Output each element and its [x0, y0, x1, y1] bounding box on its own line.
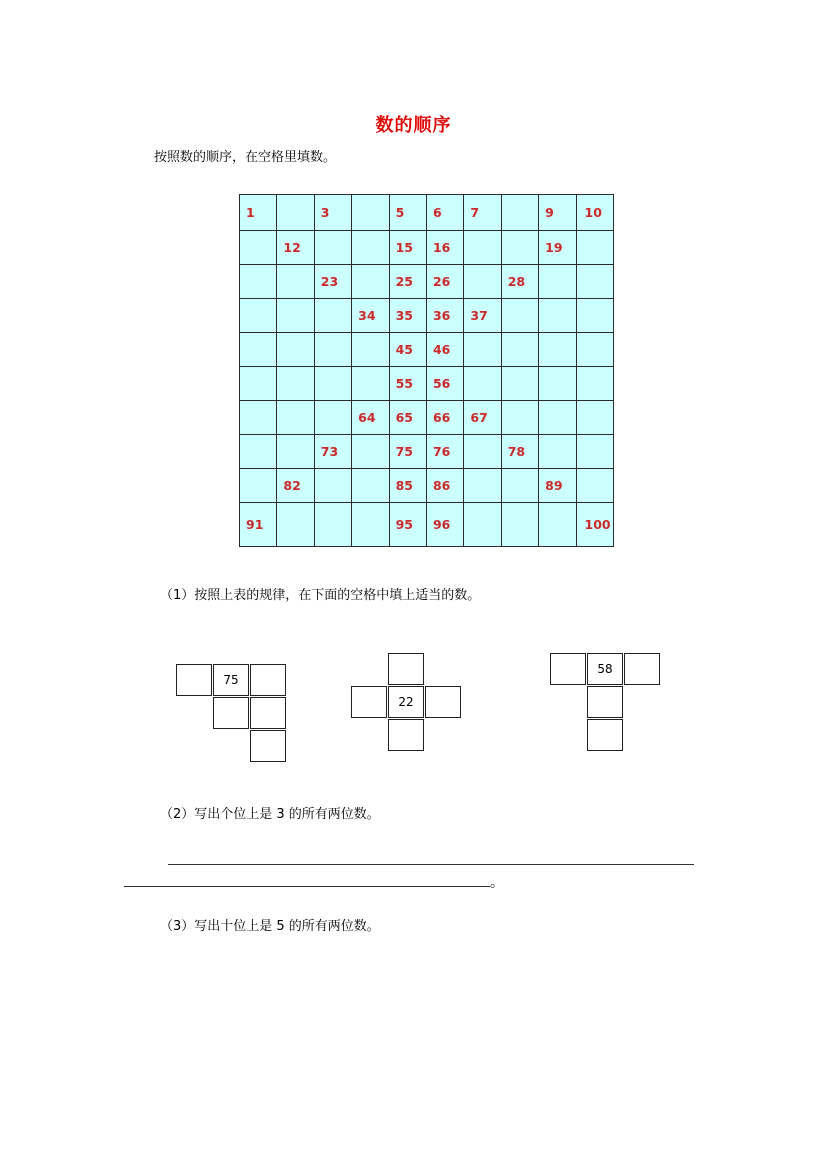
grid-cell-number: 75 [389, 435, 426, 469]
page-title: 数的顺序 [375, 115, 452, 136]
grid-cell-blank[interactable] [501, 231, 538, 265]
puzzle-cell[interactable] [388, 719, 424, 751]
grid-cell-blank[interactable] [539, 299, 576, 333]
grid-cell-number: 96 [426, 503, 463, 547]
puzzle-given-cell: 58 [587, 653, 623, 685]
answer-line[interactable] [124, 886, 490, 887]
grid-cell-number: 65 [389, 401, 426, 435]
grid-cell-number: 91 [240, 503, 277, 547]
grid-cell-blank[interactable] [240, 469, 277, 503]
grid-row [240, 367, 614, 401]
grid-cell-blank[interactable] [501, 503, 538, 547]
grid-row [240, 195, 614, 231]
grid-row [240, 333, 614, 367]
grid-cell-blank[interactable] [240, 367, 277, 401]
grid-row [240, 469, 614, 503]
grid-cell-blank[interactable] [352, 333, 389, 367]
grid-cell-number: 76 [426, 435, 463, 469]
grid-cell-number: 73 [314, 435, 351, 469]
puzzle-given-cell: 22 [388, 686, 424, 718]
grid-cell-blank[interactable] [314, 503, 351, 547]
grid-cell-blank[interactable] [277, 265, 314, 299]
grid-cell-blank[interactable] [240, 231, 277, 265]
grid-cell-blank[interactable] [539, 333, 576, 367]
instruction-text: 按照数的顺序，在空格里填数。 [154, 150, 337, 165]
grid-cell-blank[interactable] [314, 469, 351, 503]
grid-cell-number: 95 [389, 503, 426, 547]
grid-cell-number: 10 [576, 195, 613, 231]
grid-cell-number: 85 [389, 469, 426, 503]
grid-cell-blank[interactable] [576, 231, 613, 265]
grid-cell-number: 100 [576, 503, 613, 547]
grid-cell-number: 23 [314, 265, 351, 299]
grid-cell-blank[interactable] [464, 265, 501, 299]
grid-cell-number: 82 [277, 469, 314, 503]
grid-cell-blank[interactable] [464, 367, 501, 401]
grid-cell-blank[interactable] [352, 265, 389, 299]
grid-cell-number: 46 [426, 333, 463, 367]
grid-cell-blank[interactable] [464, 231, 501, 265]
grid-cell-blank[interactable] [539, 503, 576, 547]
grid-cell-number: 7 [464, 195, 501, 231]
grid-cell-number: 9 [539, 195, 576, 231]
puzzle-cell[interactable] [624, 653, 660, 685]
grid-cell-blank[interactable] [501, 469, 538, 503]
grid-cell-number: 45 [389, 333, 426, 367]
grid-cell-number: 78 [501, 435, 538, 469]
grid-cell-number: 28 [501, 265, 538, 299]
grid-cell-blank[interactable] [501, 299, 538, 333]
grid-row [240, 435, 614, 469]
grid-cell-blank[interactable] [314, 367, 351, 401]
puzzle-cell[interactable] [250, 664, 286, 696]
grid-cell-blank[interactable] [240, 401, 277, 435]
grid-cell-blank[interactable] [539, 401, 576, 435]
grid-cell-blank[interactable] [352, 231, 389, 265]
question-3: （3）写出十位上是 5 的所有两位数。 [160, 919, 380, 934]
grid-cell-blank[interactable] [277, 367, 314, 401]
grid-cell-blank[interactable] [314, 299, 351, 333]
grid-cell-blank[interactable] [539, 265, 576, 299]
grid-cell-blank[interactable] [240, 435, 277, 469]
grid-cell-number: 37 [464, 299, 501, 333]
grid-row [240, 503, 614, 547]
grid-cell-number: 15 [389, 231, 426, 265]
grid-cell-number: 64 [352, 401, 389, 435]
grid-cell-blank[interactable] [240, 299, 277, 333]
answer-period: 。 [490, 875, 504, 891]
grid-cell-blank[interactable] [314, 401, 351, 435]
grid-cell-blank[interactable] [501, 401, 538, 435]
grid-cell-number: 86 [426, 469, 463, 503]
grid-cell-number: 3 [314, 195, 351, 231]
grid-cell-blank[interactable] [501, 367, 538, 401]
grid-cell-number: 34 [352, 299, 389, 333]
puzzle-cell[interactable] [388, 653, 424, 685]
grid-cell-blank[interactable] [240, 333, 277, 367]
puzzle-cell[interactable] [587, 719, 623, 751]
grid-cell-blank[interactable] [240, 265, 277, 299]
grid-cell-blank[interactable] [464, 469, 501, 503]
grid-cell-number: 5 [389, 195, 426, 231]
grid-cell-blank[interactable] [576, 435, 613, 469]
puzzle-cell[interactable] [250, 730, 286, 762]
grid-cell-number: 12 [277, 231, 314, 265]
grid-cell-number: 89 [539, 469, 576, 503]
grid-cell-blank[interactable] [576, 401, 613, 435]
grid-cell-blank[interactable] [539, 435, 576, 469]
puzzle-cell[interactable] [425, 686, 461, 718]
grid-cell-blank[interactable] [352, 469, 389, 503]
grid-row [240, 299, 614, 333]
grid-cell-blank[interactable] [576, 299, 613, 333]
grid-cell-blank[interactable] [576, 333, 613, 367]
grid-cell-number: 56 [426, 367, 463, 401]
grid-cell-blank[interactable] [464, 333, 501, 367]
puzzle-cell[interactable] [176, 664, 212, 696]
puzzle-cell[interactable] [587, 686, 623, 718]
grid-cell-number: 36 [426, 299, 463, 333]
puzzle-cell[interactable] [250, 697, 286, 729]
grid-cell-number: 19 [539, 231, 576, 265]
grid-cell-blank[interactable] [464, 435, 501, 469]
grid-cell-blank[interactable] [277, 503, 314, 547]
question-2: （2）写出个位上是 3 的所有两位数。 [160, 807, 380, 822]
grid-cell-blank[interactable] [539, 367, 576, 401]
grid-cell-blank[interactable] [464, 503, 501, 547]
grid-cell-blank[interactable] [352, 367, 389, 401]
grid-cell-number: 35 [389, 299, 426, 333]
grid-cell-number: 66 [426, 401, 463, 435]
grid-cell-blank[interactable] [277, 435, 314, 469]
grid-cell-number: 16 [426, 231, 463, 265]
grid-cell-blank[interactable] [277, 299, 314, 333]
grid-cell-blank[interactable] [352, 503, 389, 547]
grid-cell-blank[interactable] [314, 333, 351, 367]
grid-cell-blank[interactable] [501, 195, 538, 231]
grid-cell-number: 25 [389, 265, 426, 299]
puzzle-given-cell: 75 [213, 664, 249, 696]
grid-cell-blank[interactable] [576, 367, 613, 401]
grid-cell-number: 6 [426, 195, 463, 231]
grid-row [240, 231, 614, 265]
grid-cell-blank[interactable] [501, 333, 538, 367]
puzzle-cell[interactable] [351, 686, 387, 718]
grid-row [240, 265, 614, 299]
grid-cell-blank[interactable] [314, 231, 351, 265]
question-1: （1）按照上表的规律，在下面的空格中填上适当的数。 [160, 588, 481, 603]
answer-line[interactable] [168, 864, 694, 865]
grid-cell-blank[interactable] [576, 265, 613, 299]
grid-cell-number: 26 [426, 265, 463, 299]
grid-cell-number: 67 [464, 401, 501, 435]
grid-cell-blank[interactable] [277, 333, 314, 367]
grid-cell-blank[interactable] [576, 469, 613, 503]
hundred-grid [239, 194, 614, 547]
grid-cell-number: 1 [240, 195, 277, 231]
puzzle-cell[interactable] [550, 653, 586, 685]
grid-cell-number: 55 [389, 367, 426, 401]
grid-cell-blank[interactable] [352, 435, 389, 469]
puzzle-cell[interactable] [213, 697, 249, 729]
grid-cell-blank[interactable] [277, 195, 314, 231]
grid-cell-blank[interactable] [352, 195, 389, 231]
grid-cell-blank[interactable] [277, 401, 314, 435]
grid-row [240, 401, 614, 435]
